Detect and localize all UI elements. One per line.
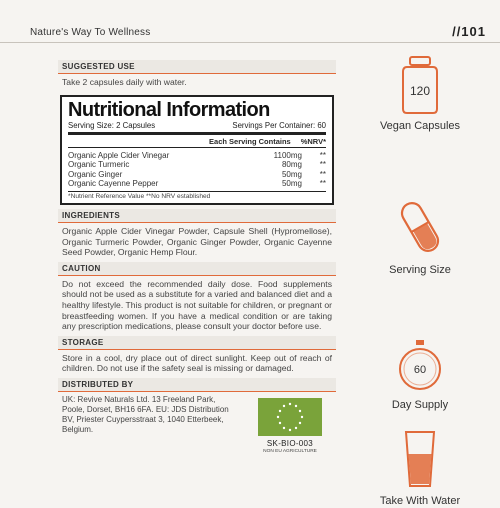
ingredient-nrv: ** <box>319 150 326 160</box>
bottle-icon <box>397 55 443 115</box>
col-each-serving: Each Serving Contains <box>209 136 291 146</box>
ingredient-nrv: ** <box>319 160 326 170</box>
nutrition-column-headers <box>68 135 326 148</box>
nutrition-row <box>68 179 326 189</box>
feature-label: Take With Water <box>379 495 461 507</box>
feature-label: Vegan Capsules <box>379 120 461 132</box>
brand-logo: //101 <box>452 24 486 39</box>
ingredient-amount: 1100mg <box>273 150 302 160</box>
caution-section <box>58 262 336 336</box>
ingredients-section <box>58 209 336 262</box>
nutrition-footnote: *Nutrient Reference Value **No NRV established <box>68 192 211 200</box>
ingredient-nrv: ** <box>319 169 326 179</box>
nutrition-title: Nutritional Information <box>68 98 270 121</box>
ingredients-heading: INGREDIENTS <box>58 209 336 223</box>
tagline: Nature's Way To Wellness <box>30 27 151 38</box>
storage-heading: STORAGE <box>58 336 336 350</box>
ingredient-name: Organic Cayenne Pepper <box>68 179 159 189</box>
ingredient-name: Organic Ginger <box>68 169 123 179</box>
feature-label: Serving Size <box>389 264 451 276</box>
ingredient-amount: 50mg <box>281 169 302 179</box>
feature-take-with-water <box>360 428 480 508</box>
water-glass-icon <box>400 428 440 490</box>
distributed-section <box>58 378 336 454</box>
top-bar <box>0 0 500 40</box>
col-nrv: %NRV* <box>300 136 326 146</box>
header-divider <box>0 42 500 43</box>
distributed-heading: DISTRIBUTED BY <box>58 378 336 392</box>
label-panel <box>58 60 336 454</box>
servings-per-container: Servings Per Container: 60 <box>232 120 326 130</box>
nutrition-row <box>68 151 326 161</box>
caution-heading: CAUTION <box>58 262 336 276</box>
distributed-body <box>58 392 336 454</box>
stopwatch-badge: 60 <box>413 364 427 376</box>
storage-section <box>58 336 336 378</box>
capsule-icon <box>400 195 440 259</box>
eu-organic-subtext: NON EU AGRICULTURE <box>263 448 317 454</box>
ingredient-name: Organic Apple Cider Vinegar <box>68 150 170 160</box>
bottle-badge: 120 <box>409 84 431 98</box>
suggested-use-text: Take 2 capsules daily with water. <box>62 77 187 87</box>
feature-vegan-capsules <box>360 55 480 133</box>
ingredient-name: Organic Turmeric <box>68 160 130 170</box>
caution-text: Do not exceed the recommended daily dose. Food supplements should not be used as a substitute for a varied and balanced diet and a healthy lifestyle. This product is not suitable for children, or pregnant or breastfeeding women. If you have a medical condition or are taking any prescription medications, please consult your doctor before use. <box>62 278 332 332</box>
nutrition-row <box>68 170 326 180</box>
storage-text: Store in a cool, dry place out of direct sunlight. Keep out of reach of children. Do not use if the safety seal is missing or damaged. <box>62 352 332 374</box>
feature-label: Day Supply <box>391 399 449 411</box>
ingredient-nrv: ** <box>319 179 326 189</box>
feature-day-supply <box>360 338 480 412</box>
suggested-use-section <box>58 60 336 92</box>
serving-size: Serving Size: 2 Capsules <box>68 120 156 130</box>
eu-organic-logo <box>244 392 336 454</box>
ingredient-amount: 80mg <box>281 160 302 170</box>
ingredients-text: Organic Apple Cider Vinegar Powder, Capsule Shell (Hypromellose), Organic Turmeric Powder, Organic Ginger Powder, Organic Cayenne Seed Powder, Organic Hemp Flour. <box>62 225 332 258</box>
eu-organic-code: SK-BIO-003 <box>266 438 314 448</box>
nutrition-panel <box>60 95 334 205</box>
eu-leaf-icon <box>258 398 322 436</box>
nutrition-row <box>68 160 326 170</box>
serving-row <box>68 121 326 135</box>
nutrition-rows <box>68 148 326 192</box>
feature-serving-size <box>360 195 480 277</box>
stopwatch-icon <box>396 338 444 394</box>
ingredient-amount: 50mg <box>281 179 302 189</box>
suggested-use-heading: SUGGESTED USE <box>58 60 336 74</box>
distributed-text: UK: Revive Naturals Ltd. 13 Freeland Park, Poole, Dorset, BH16 6FA. EU: JDS Distribution BV, Priester Cuypersstraat 3, 1040 Etterbeek, Belgium. <box>62 394 229 434</box>
